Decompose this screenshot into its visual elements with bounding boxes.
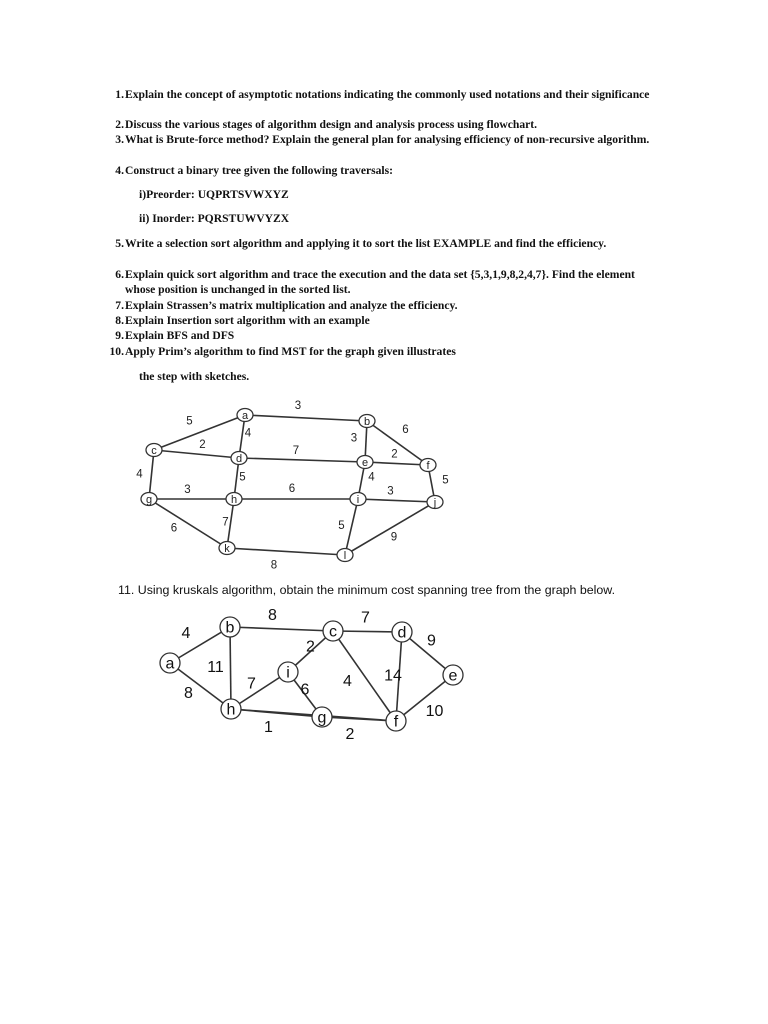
g1-edge-weight-label: 6 xyxy=(170,522,178,535)
question-number: 10. xyxy=(109,345,124,358)
node-label: d xyxy=(397,624,407,642)
g1-edge-g-k xyxy=(149,499,227,548)
node-label: k xyxy=(224,543,230,555)
g2-edge-weight-label: 7 xyxy=(361,609,370,627)
node-label: f xyxy=(393,713,399,731)
question-number: 8. xyxy=(115,314,124,327)
g2-edge-weight-label: 6 xyxy=(300,681,310,699)
g2-edge-weight-label: 1 xyxy=(264,719,273,736)
g1-node-j xyxy=(427,496,443,510)
g1-edge-weight-label: 5 xyxy=(186,415,193,428)
node-label: d xyxy=(235,453,243,465)
question-text: Explain the concept of asymptotic notations indicating the commonly used notations and their significance xyxy=(125,88,650,101)
g1-edge-weight-label: 3 xyxy=(387,485,394,498)
g1-edge-c-g xyxy=(149,450,154,499)
question-number: 3. xyxy=(115,133,124,146)
g1-edge-weight-label: 7 xyxy=(222,516,229,529)
g2-edge-weight-label: 8 xyxy=(268,607,277,624)
node-label: c xyxy=(329,623,337,641)
g1-node-b xyxy=(359,415,375,429)
g1-edge-weight-label: 6 xyxy=(288,483,296,495)
question-text: Explain Insertion sort algorithm with an example xyxy=(125,314,370,327)
g1-edge-weight-label: 5 xyxy=(338,520,345,532)
g2-edge-weight-label: 4 xyxy=(181,625,191,642)
node-label: a xyxy=(165,655,175,673)
g2-edge-e-f xyxy=(396,675,453,721)
g1-edge-i-j xyxy=(358,499,435,502)
question-text: Write a selection sort algorithm and applying it to sort the list EXAMPLE and find the efficiency. xyxy=(125,237,607,250)
g2-edge-b-c xyxy=(230,627,333,631)
preorder-traversal: i)Preorder: UQPRTSVWXYZ xyxy=(139,188,289,201)
g1-edge-weight-label: 2 xyxy=(391,448,398,461)
question-number: 7. xyxy=(115,299,124,312)
g2-node-f xyxy=(386,711,406,731)
node-label: g xyxy=(145,494,153,506)
g1-node-d xyxy=(231,452,247,466)
node-label: b xyxy=(225,619,235,637)
node-label: h xyxy=(230,494,238,506)
g1-edge-e-f xyxy=(365,462,428,465)
g1-node-f xyxy=(420,459,436,473)
question-11: 11. Using kruskals algorithm, obtain the minimum cost spanning tree from the graph below. xyxy=(118,583,616,597)
question-number: 2. xyxy=(115,118,124,131)
g1-node-c xyxy=(146,444,162,458)
node-label: f xyxy=(426,460,430,472)
question-text: Explain BFS and DFS xyxy=(125,329,235,342)
node-label: j xyxy=(433,497,437,509)
g2-edge-weight-label: 4 xyxy=(343,673,352,690)
g2-edge-weight-label: 7 xyxy=(247,675,256,693)
node-label: i xyxy=(286,664,290,682)
g2-edge-weight-label: 11 xyxy=(207,659,224,676)
g1-node-i xyxy=(350,493,366,507)
g1-node-g xyxy=(141,493,157,507)
g2-node-b xyxy=(220,617,240,637)
question-number: 4. xyxy=(115,164,124,177)
prims-graph-figure xyxy=(95,393,475,573)
inorder-traversal: ii) Inorder: PQRSTUWVYZX xyxy=(139,212,290,225)
question-text: What is Brute-force method? Explain the general plan for analysing efficiency of non-recursive algorithm. xyxy=(125,133,650,146)
g2-node-d xyxy=(392,622,412,642)
g2-edge-weight-label: 9 xyxy=(427,632,436,650)
g2-edge-weight-label: 8 xyxy=(184,685,193,702)
g1-edge-c-d xyxy=(154,450,239,458)
g1-edge-weight-label: 3 xyxy=(184,484,191,496)
question-text: Apply Prim’s algorithm to find MST for the graph given illustrates xyxy=(125,345,456,358)
g1-edge-weight-label: 9 xyxy=(390,531,398,544)
g1-edge-a-b xyxy=(245,415,367,421)
g2-node-a xyxy=(160,653,180,673)
g1-edge-weight-label: 3 xyxy=(294,400,302,412)
node-label: e xyxy=(448,667,458,685)
node-label: e xyxy=(361,457,369,469)
g1-edge-i-l xyxy=(345,499,358,555)
g1-node-a xyxy=(237,409,253,423)
g2-node-c xyxy=(323,621,343,641)
question-text: Construct a binary tree given the following traversals: xyxy=(125,164,394,177)
node-label: i xyxy=(356,494,360,506)
question-text: Explain quick sort algorithm and trace the execution and the data set {5,3,1,9,8,2,4,7}. Find the element whose position is unchanged in the sorted list. xyxy=(125,268,635,296)
g1-edge-weight-label: 4 xyxy=(136,468,143,481)
g1-node-e xyxy=(357,456,373,470)
node-label: b xyxy=(363,416,371,428)
g1-edge-weight-label: 4 xyxy=(368,471,375,484)
g2-node-i xyxy=(278,662,298,682)
g1-edge-k-l xyxy=(227,548,345,555)
g2-node-g xyxy=(312,707,332,727)
g2-edge-b-h xyxy=(230,627,231,709)
g2-edge-weight-label: 2 xyxy=(345,726,355,743)
g2-edge-weight-label: 10 xyxy=(425,703,444,720)
node-label: l xyxy=(343,550,347,562)
g1-edge-weight-label: 3 xyxy=(350,432,358,445)
kruskals-graph-figure xyxy=(140,603,480,743)
g1-node-k xyxy=(219,542,235,556)
question-number: 1. xyxy=(115,88,124,101)
g2-node-h xyxy=(221,699,241,719)
g1-edge-weight-label: 2 xyxy=(199,439,206,451)
node-label: h xyxy=(226,701,236,719)
node-label: c xyxy=(151,445,157,457)
g1-edge-weight-label: 6 xyxy=(402,424,409,436)
g1-node-h xyxy=(226,493,242,507)
g1-edge-d-e xyxy=(239,458,365,462)
g2-edge-weight-label: 14 xyxy=(384,667,402,685)
question-number: 9. xyxy=(115,329,124,342)
question-text: Explain Strassen’s matrix multiplication and analyze the efficiency. xyxy=(125,299,458,312)
g2-edge-weight-label: 2 xyxy=(306,638,315,656)
g1-edge-weight-label: 5 xyxy=(239,471,246,484)
question-text: Discuss the various stages of algorithm design and analysis process using flowchart. xyxy=(125,118,538,131)
node-label: a xyxy=(241,410,249,422)
question-number: 6. xyxy=(115,268,124,281)
question-number: 5. xyxy=(115,237,124,250)
g1-edge-weight-label: 5 xyxy=(442,474,449,487)
g1-edge-weight-label: 7 xyxy=(292,445,300,457)
g1-edge-weight-label: 4 xyxy=(244,427,252,440)
node-label: g xyxy=(317,709,327,727)
g1-node-l xyxy=(337,549,353,563)
g1-edge-l-j xyxy=(345,502,435,555)
g1-edge-weight-label: 8 xyxy=(270,559,278,572)
g2-node-e xyxy=(443,665,463,685)
question-10-continued: the step with sketches. xyxy=(139,370,250,383)
